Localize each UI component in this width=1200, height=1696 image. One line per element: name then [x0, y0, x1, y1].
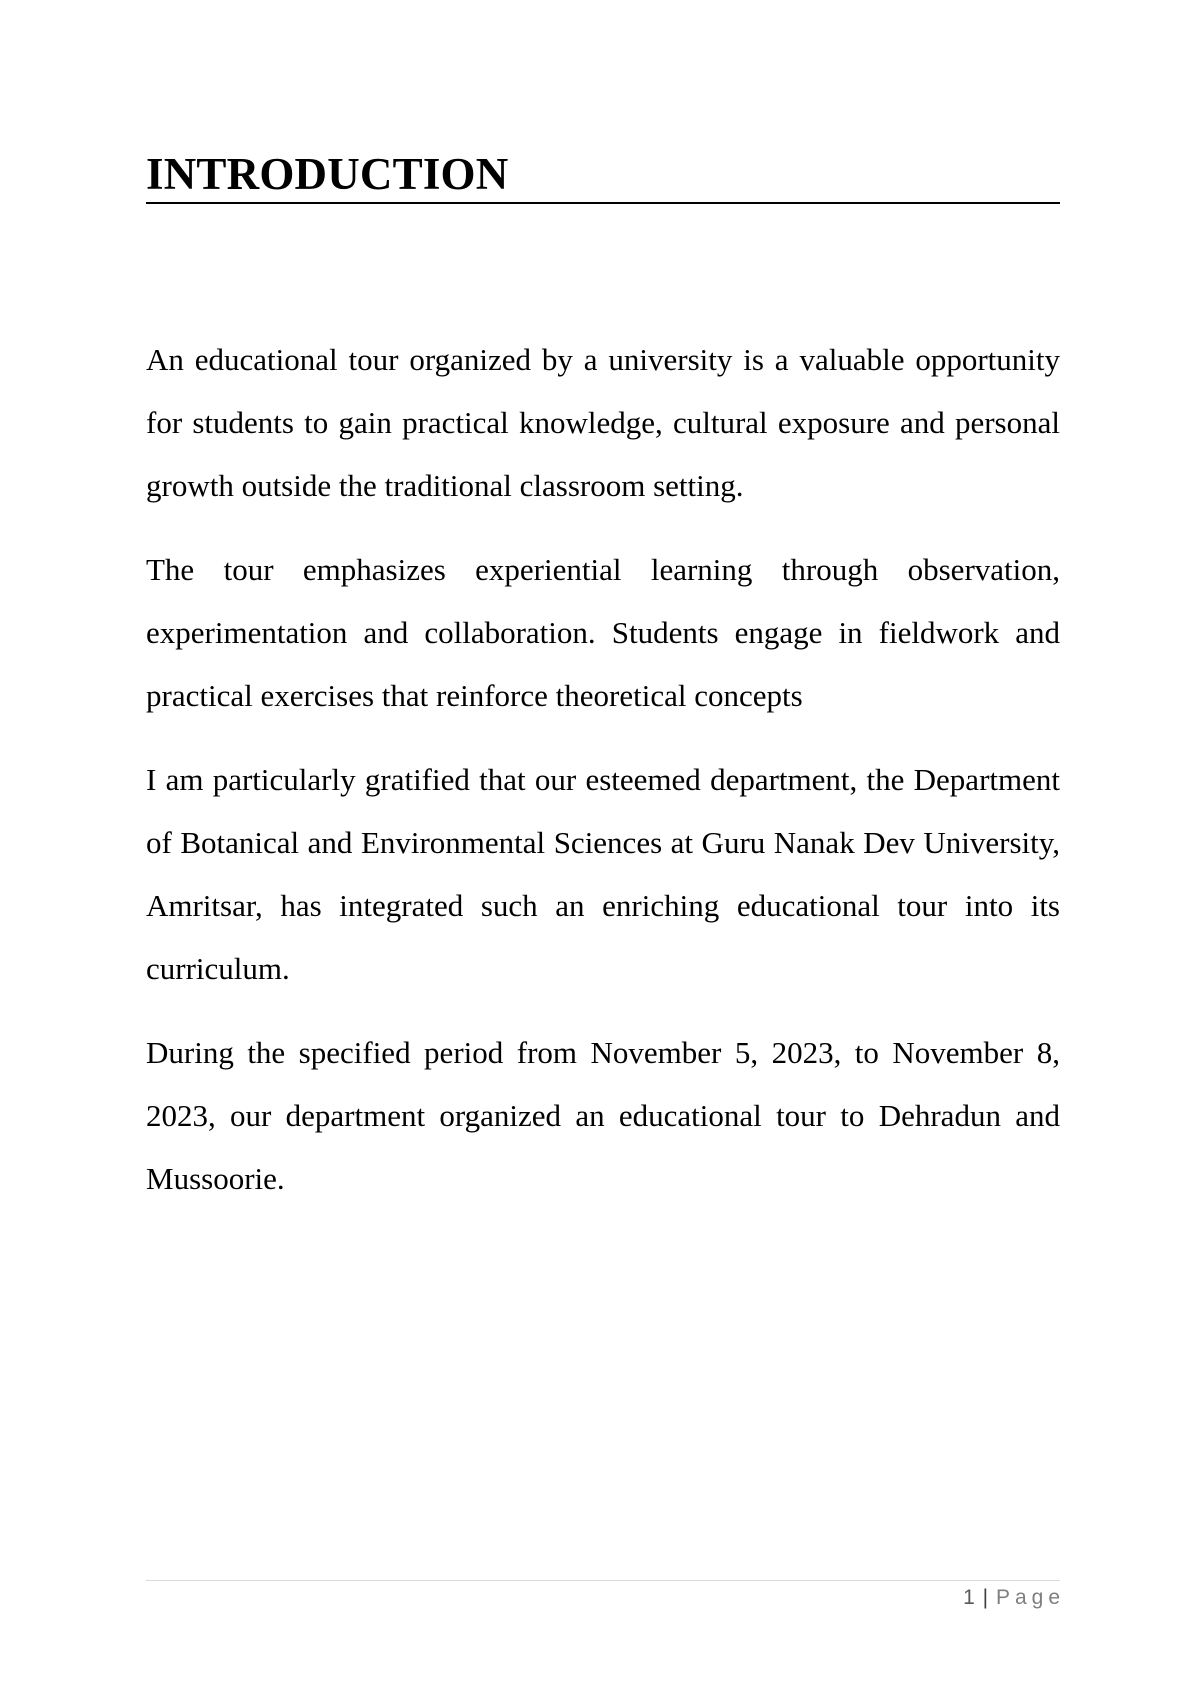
body-text — [146, 328, 1060, 1231]
paragraph-tour-dates: During the specified period from November 5, 2023, to November 8, 2023, our department organized an educational tour to Dehradun and Mussoorie. — [146, 1035, 1060, 1196]
paragraph-experiential-learning: The tour emphasizes experiential learning through observation, experimentation and collaboration. Students engage in fieldwork and practical exercises that reinforce theoretical concepts — [146, 552, 1060, 713]
section-heading: INTRODUCTION — [146, 146, 1060, 204]
paragraph-intro: An educational tour organized by a university is a valuable opportunity for students to gain practical knowledge, cultural exposure and personal growth outside the traditional classroom setting. — [146, 342, 1060, 503]
page-label: Page — [995, 1586, 1065, 1609]
page-footer — [146, 1584, 1065, 1612]
paragraph-department: I am particularly gratified that our esteemed department, the Department of Botanical and Environmental Sciences at Guru Nanak Dev University, Amritsar, has integrated such an enriching educational tour into its curriculum. — [146, 762, 1060, 986]
page-number: 1 — [963, 1586, 975, 1609]
footer-separator: | — [982, 1586, 989, 1609]
footer-divider — [146, 1580, 1060, 1581]
